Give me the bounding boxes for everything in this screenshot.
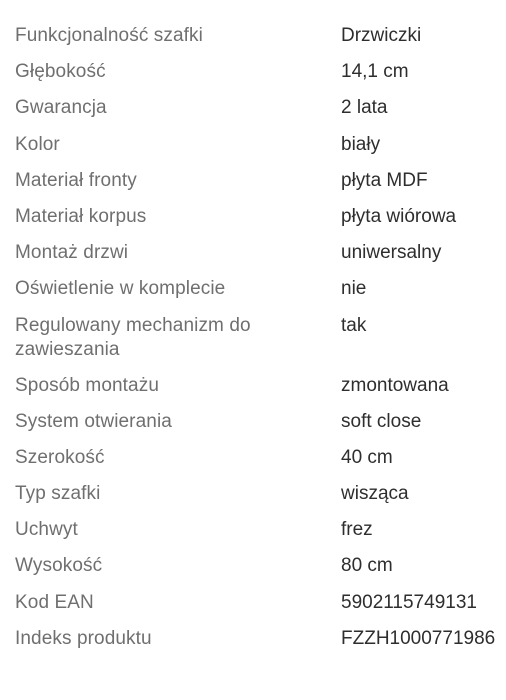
spec-label: Montaż drzwi — [15, 242, 129, 264]
spec-row-system-otwierania — [0, 410, 506, 446]
spec-value: nie — [341, 278, 367, 300]
spec-row-mechanizm — [0, 314, 506, 374]
spec-row-wysokosc — [0, 554, 506, 590]
spec-row-glebokosc — [0, 60, 506, 96]
spec-value: zmontowana — [341, 374, 449, 396]
spec-label: Regulowany mechanizm do zawieszania — [15, 314, 251, 360]
spec-value: płyta MDF — [341, 169, 428, 191]
spec-row-kod-ean — [0, 591, 506, 627]
spec-value: biały — [341, 133, 381, 155]
spec-value: 5902115749131 — [341, 591, 477, 613]
spec-row-material-korpus — [0, 205, 506, 241]
spec-value: wisząca — [341, 483, 409, 505]
spec-label: Funkcjonalność szafki — [15, 25, 203, 46]
spec-value: uniwersalny — [341, 242, 442, 264]
spec-label: Kolor — [15, 133, 60, 155]
spec-label: Gwarancja — [15, 97, 107, 119]
spec-label: Oświetlenie w komplecie — [15, 278, 226, 300]
spec-row-typ-szafki — [0, 482, 506, 518]
spec-label: Kod EAN — [15, 591, 94, 613]
spec-label: Materiał korpus — [15, 205, 147, 227]
spec-value: 14,1 cm — [341, 61, 409, 83]
spec-row-funkcjonalnosc — [0, 24, 506, 60]
product-specs-table — [0, 24, 506, 663]
spec-row-indeks-produktu — [0, 627, 506, 663]
spec-label: System otwierania — [15, 410, 172, 432]
spec-value: płyta wiórowa — [341, 205, 457, 227]
spec-row-kolor — [0, 133, 506, 169]
spec-value: frez — [341, 519, 373, 541]
spec-row-gwarancja — [0, 96, 506, 132]
spec-label: Materiał fronty — [15, 169, 137, 191]
spec-row-sposob-montazu — [0, 374, 506, 410]
spec-value: 80 cm — [341, 555, 393, 577]
spec-value: FZZH1000771986 — [341, 627, 496, 649]
spec-value: tak — [341, 314, 367, 336]
spec-label: Indeks produktu — [15, 627, 152, 649]
spec-value: 40 cm — [341, 446, 393, 468]
spec-value: 2 lata — [341, 97, 388, 119]
spec-label: Wysokość — [15, 555, 103, 577]
spec-label: Sposób montażu — [15, 374, 159, 396]
spec-label: Głębokość — [15, 61, 106, 83]
spec-row-oswietlenie — [0, 277, 506, 313]
spec-label: Szerokość — [15, 446, 105, 468]
spec-row-szerokosc — [0, 446, 506, 482]
spec-row-montaz-drzwi — [0, 241, 506, 277]
spec-row-uchwyt — [0, 518, 506, 554]
spec-label: Uchwyt — [15, 519, 78, 541]
spec-value: Drzwiczki — [341, 25, 422, 46]
spec-value: soft close — [341, 410, 422, 432]
spec-row-material-fronty — [0, 169, 506, 205]
spec-label: Typ szafki — [15, 483, 101, 505]
